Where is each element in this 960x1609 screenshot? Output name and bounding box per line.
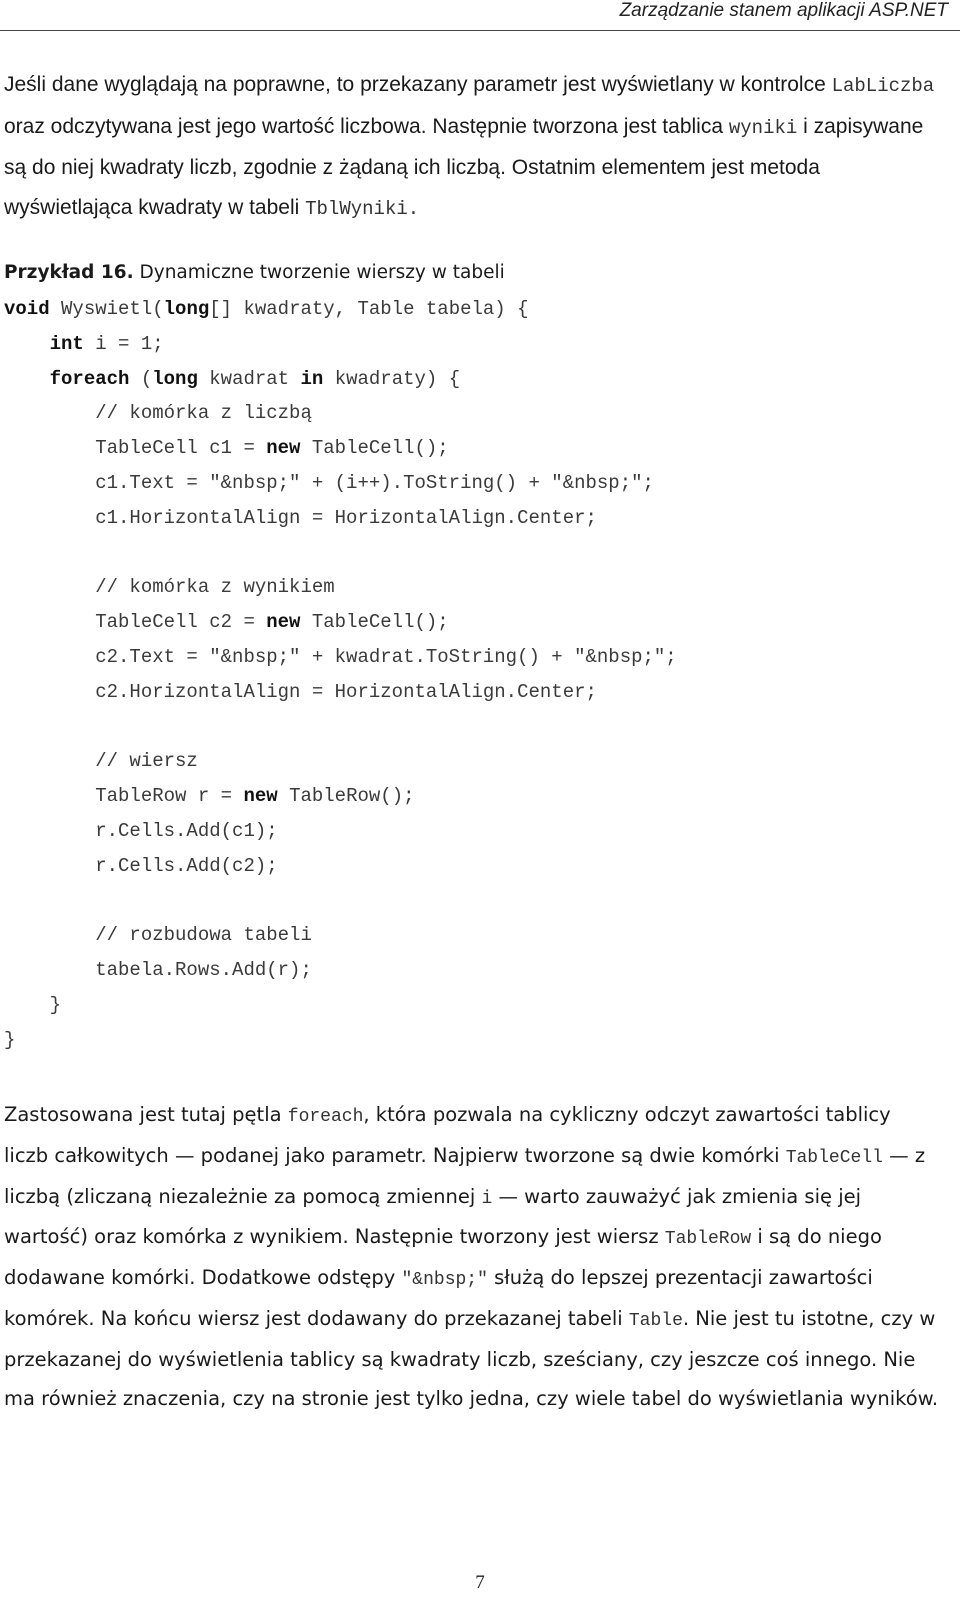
code-term-table: Table <box>628 1310 683 1331</box>
intro-text-3: i zapisywane są do niej kwadraty liczb, zgodnie z żądaną ich liczbą. Ostatnim elementem jest metoda wyświetlająca kwadraty w tabeli <box>4 114 924 219</box>
code-line <box>4 884 934 919</box>
explanation-paragraph <box>4 1096 939 1418</box>
code-line: // komórka z liczbą <box>4 402 312 425</box>
code-keyword: new <box>266 437 301 460</box>
example-caption <box>4 262 505 283</box>
code-line: r.Cells.Add(c2); <box>4 854 278 877</box>
code-line: // wiersz <box>4 750 198 773</box>
code-line <box>4 536 934 571</box>
code-term-nbsp: "&nbsp;" <box>401 1270 488 1291</box>
code-line: void Wyswietl(long[] kwadraty, Table tabela) { <box>4 298 529 320</box>
code-line: } <box>4 1028 16 1051</box>
code-line: TableRow r = new TableRow(); <box>4 785 415 808</box>
intro-paragraph <box>4 65 944 229</box>
expl-text-7: . Nie jest tu istotne, czy w przekazanej do wyświetlenia tablicy są kwadraty liczb, sześciany, czy jeszcze coś innego. Nie ma również znaczenia, czy na stronie jest tylko jedna, czy wiele tabel do wyświetlania wyników. <box>4 1306 939 1410</box>
expl-text-5: i są do niego dodawane komórki. Dodatkowe odstępy <box>4 1225 882 1290</box>
intro-text-1: Jeśli dane wyglądają na poprawne, to przekazany parametr jest wyświetlany w kontrolce <box>4 73 832 96</box>
expl-text-3: — z liczbą (zliczaną niezależnie za pomocą zmiennej <box>4 1143 926 1208</box>
code-term-i: i <box>481 1188 493 1209</box>
code-line: int i = 1; <box>49 332 164 355</box>
code-keyword: new <box>243 785 278 808</box>
code-line: c2.Text = "&nbsp;" + kwadrat.ToString() + "&nbsp;"; <box>4 645 677 668</box>
page-number: 7 <box>475 1572 485 1593</box>
code-term-wyniki: wyniki <box>728 116 798 139</box>
code-line: c1.HorizontalAlign = HorizontalAlign.Center; <box>4 506 597 529</box>
expl-text-2: , która pozwala na cykliczny odczyt zawartości tablicy liczb całkowitych — podanej jako parametr. Najpierw tworzone są dwie komórki <box>4 1103 891 1167</box>
code-line <box>4 710 934 745</box>
code-listing <box>4 292 934 1058</box>
code-keyword: new <box>266 611 301 634</box>
running-header: Zarządzanie stanem aplikacji ASP.NET <box>619 0 948 21</box>
code-term-foreach: foreach <box>287 1107 364 1127</box>
code-line: r.Cells.Add(c1); <box>4 819 278 842</box>
code-line: tabela.Rows.Add(r); <box>4 959 312 982</box>
code-keyword: void <box>4 298 50 320</box>
code-keyword: long <box>163 298 210 320</box>
code-line: c1.Text = "&nbsp;" + (i++).ToString() + "&nbsp;"; <box>4 471 654 494</box>
example-label: Przykład 16. <box>4 262 134 283</box>
code-line: c2.HorizontalAlign = HorizontalAlign.Center; <box>4 680 597 703</box>
code-line: TableCell c2 = new TableCell(); <box>4 611 449 634</box>
code-term-tblwyniki: TblWyniki <box>305 197 408 220</box>
code-keyword: int <box>49 332 84 355</box>
code-keyword: foreach <box>49 367 130 390</box>
code-line: TableCell c1 = new TableCell(); <box>4 437 449 460</box>
code-keyword: long <box>152 367 198 390</box>
expl-text-4: — warto zauważyć jak zmienia się jej wartość) oraz komórka z wynikiem. Następnie tworzony jest wiersz <box>4 1184 862 1249</box>
code-line: foreach (long kwadrat in kwadraty) { <box>49 367 461 390</box>
header-divider <box>0 30 960 31</box>
code-keyword: in <box>300 367 324 390</box>
code-term-tablerow: TableRow <box>664 1229 752 1250</box>
intro-text-4: . <box>407 197 420 220</box>
code-line: // komórka z wynikiem <box>4 576 335 599</box>
code-term-lablicza: LabLiczba <box>831 75 935 97</box>
example-title: Dynamiczne tworzenie wierszy w tabeli <box>133 262 505 283</box>
code-line: // rozbudowa tabeli <box>4 924 312 947</box>
code-line: } <box>4 993 62 1016</box>
expl-text-1: Zastosowana jest tutaj pętla <box>4 1103 288 1126</box>
code-term-tablecell: TableCell <box>785 1147 883 1168</box>
expl-text-6: służą do lepszej prezentacji zawartości komórek. Na końcu wiersz jest dodawany do przekazanej tabeli <box>4 1266 873 1330</box>
intro-text-2: oraz odczytywana jest jego wartość liczbowa. Następnie tworzona jest tablica <box>4 114 729 138</box>
